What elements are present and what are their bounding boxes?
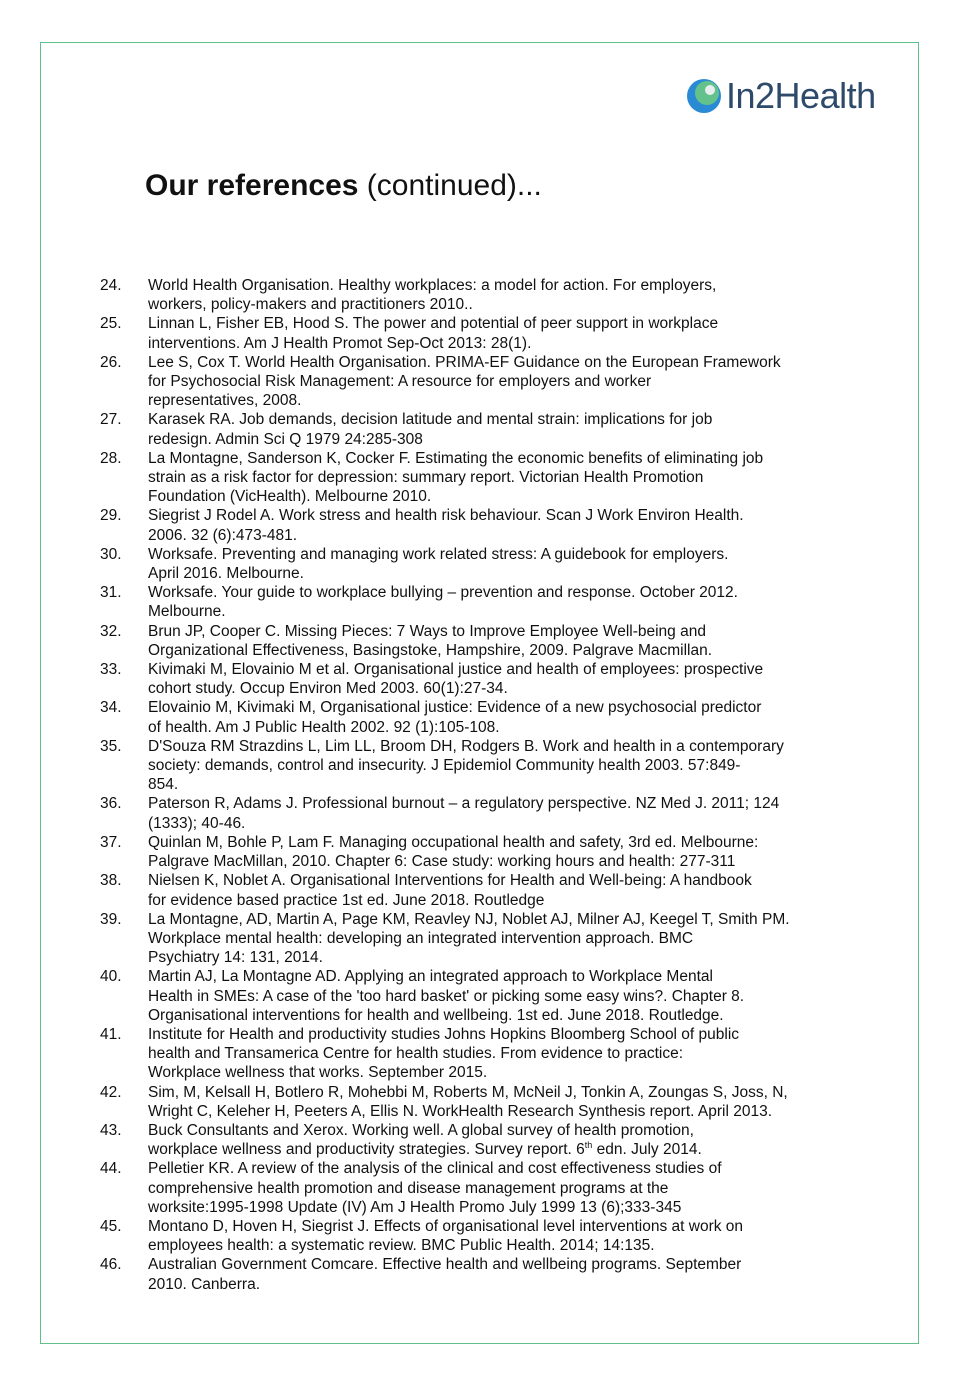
reference-line bbox=[148, 1140, 702, 1159]
reference-text bbox=[148, 1121, 702, 1159]
title-rest: (continued)... bbox=[358, 169, 542, 202]
reference-line-text: interventions. Am J Health Promot Sep-Oct 2013: 28(1). bbox=[148, 334, 532, 352]
page-title bbox=[145, 166, 542, 206]
reference-item bbox=[100, 660, 790, 698]
reference-line-text: Buck Consultants and Xerox. Working well. A global survey of health promotion, bbox=[148, 1121, 694, 1139]
reference-line bbox=[148, 1063, 739, 1082]
reference-line-text: Nielsen K, Noblet A. Organisational Interventions for Health and Well-being: A handbook bbox=[148, 872, 752, 890]
reference-line bbox=[148, 353, 781, 372]
reference-line bbox=[148, 583, 738, 602]
reference-line-text: Psychiatry 14: 131, 2014. bbox=[148, 949, 323, 967]
reference-line bbox=[148, 756, 784, 775]
reference-line bbox=[148, 391, 781, 410]
reference-line-text: 2010. Canberra. bbox=[148, 1275, 261, 1293]
reference-line-text: Sim, M, Kelsall H, Botlero R, Mohebbi M, Roberts M, McNeil J, Tonkin A, Zoungas S, Joss, N, bbox=[148, 1083, 788, 1101]
reference-line-text: Pelletier KR. A review of the analysis of the clinical and cost effectiveness studies of bbox=[148, 1160, 722, 1178]
reference-number: 36. bbox=[100, 795, 122, 813]
reference-line-text: Paterson R, Adams J. Professional burnout – a regulatory perspective. NZ Med J. 2011; 124 bbox=[148, 795, 780, 813]
reference-number: 46. bbox=[100, 1256, 122, 1274]
reference-line bbox=[148, 1102, 788, 1121]
reference-line-text: Wright C, Keleher H, Peeters A, Ellis N. WorkHealth Research Synthesis report. April 2013. bbox=[148, 1102, 772, 1120]
reference-text bbox=[148, 1083, 788, 1121]
reference-line-text: Organisational interventions for health and wellbeing. 1st ed. June 2018. Routledge. bbox=[148, 1006, 724, 1024]
reference-text bbox=[148, 353, 781, 411]
reference-line-text: comprehensive health promotion and disease management programs at the bbox=[148, 1179, 669, 1197]
reference-line-text: Lee S, Cox T. World Health Organisation. PRIMA-EF Guidance on the European Framework bbox=[148, 353, 781, 371]
reference-text bbox=[148, 506, 744, 544]
reference-line-text: Workplace mental health: developing an integrated intervention approach. BMC bbox=[148, 929, 694, 947]
reference-line bbox=[148, 1044, 739, 1063]
reference-number: 43. bbox=[100, 1121, 122, 1139]
reference-text bbox=[148, 871, 752, 909]
reference-item bbox=[100, 545, 790, 583]
reference-line bbox=[148, 1198, 722, 1217]
reference-item bbox=[100, 353, 790, 411]
reference-line-text: for Psychosocial Risk Management: A resource for employers and worker bbox=[148, 373, 652, 391]
reference-line bbox=[148, 871, 752, 890]
reference-line-text: Montano D, Hoven H, Siegrist J. Effects of organisational level interventions at work on bbox=[148, 1217, 744, 1235]
reference-line bbox=[148, 468, 763, 487]
reference-line-text: Institute for Health and productivity studies Johns Hopkins Bloomberg School of public bbox=[148, 1025, 740, 1043]
reference-text bbox=[148, 583, 738, 621]
reference-item bbox=[100, 1255, 790, 1293]
reference-line-text: Elovainio M, Kivimaki M, Organisational justice: Evidence of a new psychosocial predictor bbox=[148, 699, 762, 717]
reference-number: 45. bbox=[100, 1217, 122, 1235]
reference-line-text: strain as a risk factor for depression: summary report. Victorian Health Promotion bbox=[148, 469, 704, 487]
reference-line-text: Worksafe. Your guide to workplace bullying – prevention and response. October 2012. bbox=[148, 584, 738, 602]
reference-line-text: Australian Government Comcare. Effective health and wellbeing programs. September bbox=[148, 1256, 742, 1274]
reference-text bbox=[148, 698, 761, 736]
reference-number: 35. bbox=[100, 737, 122, 755]
reference-line-text: Kivimaki M, Elovainio M et al. Organisational justice and health of employees: prospective bbox=[148, 661, 764, 679]
reference-line-text: 854. bbox=[148, 776, 179, 794]
reference-text bbox=[148, 622, 712, 660]
reference-number: 25. bbox=[100, 315, 122, 333]
reference-line-text: La Montagne, AD, Martin A, Page KM, Reavley NJ, Noblet AJ, Milner AJ, Keegel T, Smith PM. bbox=[148, 910, 790, 928]
reference-line bbox=[148, 487, 763, 506]
reference-line bbox=[148, 1006, 744, 1025]
reference-line bbox=[148, 1159, 722, 1178]
reference-line bbox=[148, 1083, 788, 1102]
reference-line bbox=[148, 314, 718, 333]
reference-text bbox=[148, 967, 744, 1025]
reference-line bbox=[148, 641, 712, 660]
reference-line bbox=[148, 564, 728, 583]
reference-line bbox=[148, 910, 790, 929]
reference-line-text: (1333); 40-46. bbox=[148, 814, 246, 832]
reference-number: 31. bbox=[100, 584, 122, 602]
reference-item bbox=[100, 314, 790, 352]
reference-number: 33. bbox=[100, 661, 122, 679]
reference-line bbox=[148, 602, 738, 621]
reference-item bbox=[100, 410, 790, 448]
reference-text bbox=[148, 276, 716, 314]
reference-line-text: of health. Am J Public Health 2002. 92 (1):105-108. bbox=[148, 718, 500, 736]
reference-item bbox=[100, 506, 790, 544]
reference-line bbox=[148, 506, 744, 525]
reference-line-text: Worksafe. Preventing and managing work related stress: A guidebook for employers. bbox=[148, 545, 729, 563]
reference-line bbox=[148, 545, 728, 564]
reference-line bbox=[148, 1121, 702, 1140]
reference-line bbox=[148, 1255, 741, 1274]
reference-number: 44. bbox=[100, 1160, 122, 1178]
reference-line-text: cohort study. Occup Environ Med 2003. 60(1):27-34. bbox=[148, 680, 508, 698]
reference-text bbox=[148, 410, 712, 448]
logo-circle-icon bbox=[686, 78, 722, 114]
reference-line-text: for evidence based practice 1st ed. June 2018. Routledge bbox=[148, 891, 545, 909]
reference-line bbox=[148, 679, 763, 698]
reference-line-text: Brun JP, Cooper C. Missing Pieces: 7 Ways to Improve Employee Well-being and bbox=[148, 622, 706, 640]
reference-item bbox=[100, 1159, 790, 1217]
reference-item bbox=[100, 871, 790, 909]
reference-line bbox=[148, 526, 744, 545]
reference-line-text: Palgrave MacMillan, 2010. Chapter 6: Case study: working hours and health: 277-311 bbox=[148, 853, 736, 871]
title-bold: Our references bbox=[145, 169, 359, 202]
logo-text: In2Health bbox=[726, 75, 876, 116]
reference-line-text: employees health: a systematic review. BMC Public Health. 2014; 14:135. bbox=[148, 1237, 655, 1255]
reference-line bbox=[148, 775, 784, 794]
reference-line-text: Health in SMEs: A case of the 'too hard basket' or picking some easy wins?. Chapter 8. bbox=[148, 987, 745, 1005]
reference-text bbox=[148, 1217, 743, 1255]
reference-line bbox=[148, 276, 716, 295]
reference-item bbox=[100, 967, 790, 1025]
reference-item bbox=[100, 1217, 790, 1255]
reference-line-text: Workplace wellness that works. September 2015. bbox=[148, 1064, 488, 1082]
reference-number: 28. bbox=[100, 449, 122, 467]
reference-line bbox=[148, 449, 763, 468]
reference-line bbox=[148, 622, 712, 641]
reference-line bbox=[148, 814, 779, 833]
reference-text bbox=[148, 910, 790, 968]
reference-line-text: Quinlan M, Bohle P, Lam F. Managing occupational health and safety, 3rd ed. Melbourne: bbox=[148, 833, 759, 851]
reference-line bbox=[148, 987, 744, 1006]
reference-text bbox=[148, 660, 763, 698]
reference-number: 27. bbox=[100, 411, 122, 429]
reference-list bbox=[100, 276, 790, 1294]
reference-line bbox=[148, 372, 781, 391]
reference-line-text: representatives, 2008. bbox=[148, 392, 302, 410]
reference-line bbox=[148, 852, 758, 871]
reference-item bbox=[100, 1083, 790, 1121]
reference-line bbox=[148, 410, 712, 429]
reference-line-text: workplace wellness and productivity strategies. Survey report. 6 bbox=[148, 1141, 585, 1159]
reference-number: 32. bbox=[100, 622, 122, 640]
reference-number: 37. bbox=[100, 833, 122, 851]
reference-line bbox=[148, 833, 758, 852]
reference-line bbox=[148, 698, 761, 717]
reference-line-text: 2006. 32 (6):473-481. bbox=[148, 526, 298, 544]
reference-line-text: La Montagne, Sanderson K, Cocker F. Estimating the economic benefits of eliminating job bbox=[148, 449, 764, 467]
reference-line bbox=[148, 737, 784, 756]
reference-line bbox=[148, 1236, 743, 1255]
reference-line bbox=[148, 718, 761, 737]
reference-text bbox=[148, 545, 728, 583]
reference-number: 26. bbox=[100, 353, 122, 371]
reference-item bbox=[100, 622, 790, 660]
reference-line bbox=[148, 1217, 743, 1236]
reference-line-text: Karasek RA. Job demands, decision latitude and mental strain: implications for job bbox=[148, 411, 713, 429]
reference-number: 30. bbox=[100, 545, 122, 563]
reference-number: 24. bbox=[100, 277, 122, 294]
reference-line-text: Siegrist J Rodel A. Work stress and health risk behaviour. Scan J Work Environ Health. bbox=[148, 507, 744, 525]
reference-text bbox=[148, 314, 718, 352]
reference-line-text: workers, policy-makers and practitioners 2010.. bbox=[148, 296, 473, 314]
reference-line bbox=[148, 967, 744, 986]
reference-number: 34. bbox=[100, 699, 122, 717]
reference-number: 38. bbox=[100, 872, 122, 890]
reference-number: 29. bbox=[100, 507, 122, 525]
in2health-logo bbox=[686, 76, 876, 116]
reference-item bbox=[100, 276, 790, 314]
reference-line bbox=[148, 430, 712, 449]
reference-text bbox=[148, 1255, 741, 1293]
reference-text bbox=[148, 794, 779, 832]
reference-number: 41. bbox=[100, 1025, 122, 1043]
reference-line-text: redesign. Admin Sci Q 1979 24:285-308 bbox=[148, 430, 423, 448]
reference-line bbox=[148, 334, 718, 353]
reference-line-text: worksite:1995-1998 Update (IV) Am J Health Promo July 1999 13 (6);333-345 bbox=[148, 1198, 682, 1216]
reference-line-tail: edn. July 2014. bbox=[592, 1141, 702, 1159]
reference-item bbox=[100, 698, 790, 736]
reference-line-text: society: demands, control and insecurity. J Epidemiol Community health 2003. 57:849- bbox=[148, 757, 741, 775]
reference-number: 40. bbox=[100, 968, 122, 986]
reference-line bbox=[148, 1025, 739, 1044]
reference-item bbox=[100, 737, 790, 795]
reference-line bbox=[148, 1179, 722, 1198]
reference-line bbox=[148, 929, 790, 948]
reference-item bbox=[100, 1025, 790, 1083]
reference-item bbox=[100, 583, 790, 621]
reference-line-text: Melbourne. bbox=[148, 603, 226, 621]
reference-line bbox=[148, 891, 752, 910]
reference-line bbox=[148, 295, 716, 314]
reference-item bbox=[100, 794, 790, 832]
reference-text bbox=[148, 449, 763, 507]
reference-line-text: health and Transamerica Centre for health studies. From evidence to practice: bbox=[148, 1045, 684, 1063]
reference-number: 42. bbox=[100, 1083, 122, 1101]
superscript: th bbox=[584, 1139, 593, 1150]
reference-text bbox=[148, 1159, 722, 1217]
reference-line-text: Linnan L, Fisher EB, Hood S. The power and potential of peer support in workplace bbox=[148, 315, 719, 333]
reference-line-text: Martin AJ, La Montagne AD. Applying an integrated approach to Workplace Mental bbox=[148, 968, 713, 986]
reference-line-text: Organizational Effectiveness, Basingstoke, Hampshire, 2009. Palgrave Macmillan. bbox=[148, 641, 713, 659]
reference-line bbox=[148, 794, 779, 813]
reference-item bbox=[100, 910, 790, 968]
reference-line bbox=[148, 660, 763, 679]
reference-line bbox=[148, 948, 790, 967]
reference-item bbox=[100, 1121, 790, 1159]
reference-number: 39. bbox=[100, 910, 122, 928]
reference-item bbox=[100, 833, 790, 871]
reference-line bbox=[148, 1275, 741, 1294]
reference-text bbox=[148, 1025, 739, 1083]
reference-text bbox=[148, 833, 758, 871]
reference-line-text: World Health Organisation. Healthy workplaces: a model for action. For employers, bbox=[148, 277, 717, 294]
reference-line-text: Foundation (VicHealth). Melbourne 2010. bbox=[148, 488, 432, 506]
reference-line-text: D'Souza RM Strazdins L, Lim LL, Broom DH, Rodgers B. Work and health in a contemporary bbox=[148, 737, 784, 755]
reference-item bbox=[100, 449, 790, 507]
reference-text bbox=[148, 737, 784, 795]
reference-line-text: April 2016. Melbourne. bbox=[148, 565, 304, 583]
